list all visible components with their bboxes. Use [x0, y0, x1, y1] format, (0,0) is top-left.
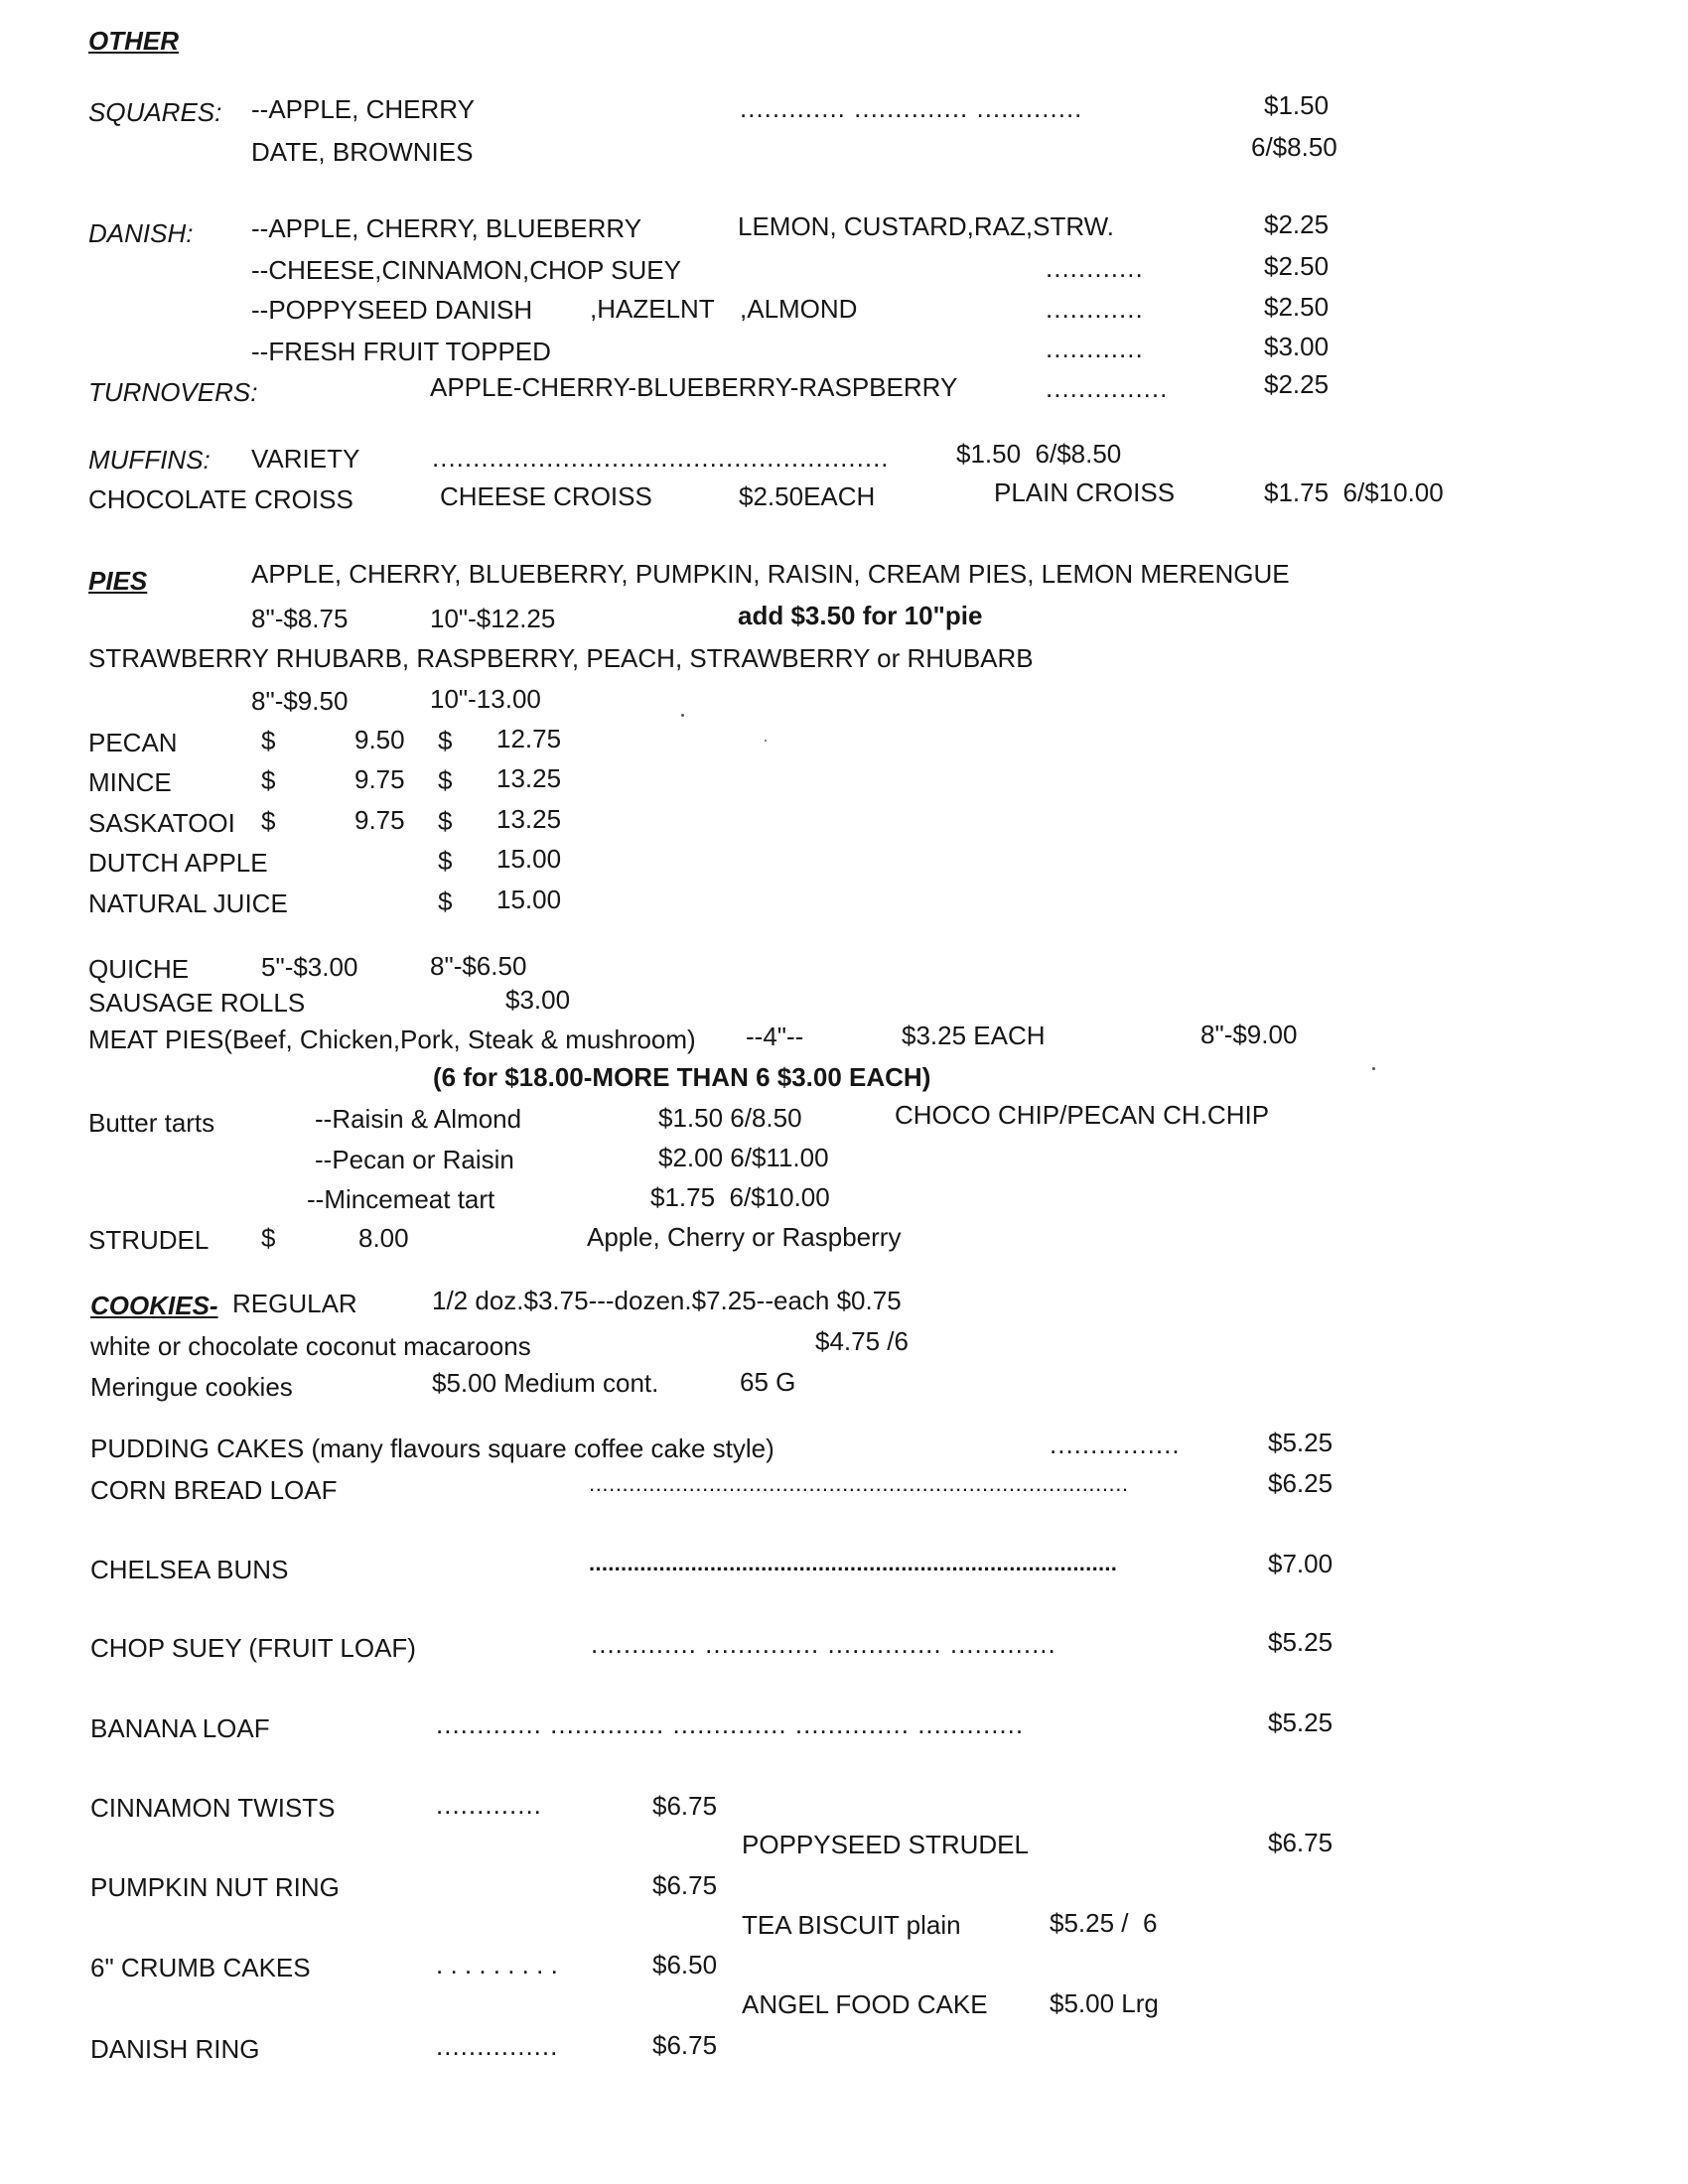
pie-row-name: DUTCH APPLE	[88, 848, 268, 878]
danish-row-2-dots: ............	[1046, 253, 1144, 283]
strudel-price: 8.00	[358, 1223, 409, 1253]
plain-croissant-price: $1.75 6/$10.00	[1264, 478, 1444, 507]
pies-list-2: STRAWBERRY RHUBARB, RASPBERRY, PEACH, STRAWBERRY or RHUBARB	[88, 643, 1034, 673]
danish-row-2-price: $2.50	[1264, 251, 1330, 281]
turnovers-items: APPLE-CHERRY-BLUEBERRY-RASPBERRY	[430, 372, 958, 402]
tea-biscuit-price: $5.25 / 6	[1050, 1908, 1158, 1938]
muffins-label: MUFFINS:	[88, 445, 211, 475]
crumb-cakes-label: 6" CRUMB CAKES	[90, 1953, 311, 1982]
pie-row-price-10in: 13.25	[496, 804, 562, 834]
meringue-weight: 65 G	[740, 1367, 796, 1397]
squares-items-1: --APPLE, CHERRY	[251, 94, 475, 124]
pies-10in-price-1: 10"-$12.25	[430, 604, 556, 633]
pie-row-price-8in: 9.75	[354, 764, 405, 794]
danish-ring-label: DANISH RING	[90, 2034, 260, 2064]
danish-row-4-dots: ............	[1046, 334, 1144, 363]
strudel-label: STRUDEL	[88, 1225, 210, 1255]
tart-row-1-price: $1.50 6/8.50	[658, 1103, 802, 1133]
squares-price-2: 6/$8.50	[1251, 132, 1337, 162]
banana-loaf-label: BANANA LOAF	[90, 1713, 270, 1743]
pie-row-price-8in: 9.50	[354, 725, 405, 754]
muffins-dots: ........................................................	[432, 443, 890, 473]
squares-price-1: $1.50	[1264, 90, 1330, 120]
pie-row-dollar-10in: $	[438, 726, 453, 755]
pie-row-name: MINCE	[88, 767, 172, 797]
turnovers-dots: ...............	[1046, 373, 1169, 403]
tart-row-2-name: --Pecan or Raisin	[315, 1145, 514, 1174]
pie-row-price-8in: 9.75	[354, 805, 405, 835]
scan-speck	[765, 740, 767, 742]
pies-8in-price-2: 8"-$9.50	[251, 686, 349, 716]
chocolate-croissant: CHOCOLATE CROISS	[88, 484, 353, 514]
pudding-cakes-dots: ................	[1050, 1430, 1181, 1459]
poppyseed-strudel-label: POPPYSEED STRUDEL	[742, 1830, 1029, 1859]
danish-row-1-price: $2.25	[1264, 209, 1330, 239]
pie-row-dollar-8in: $	[261, 726, 276, 755]
chelsea-buns-dots: ...................................................................................	[589, 1551, 1118, 1575]
danish-row-4-price: $3.00	[1264, 332, 1330, 361]
cinnamon-twists-label: CINNAMON TWISTS	[90, 1793, 336, 1823]
pudding-cakes-label: PUDDING CAKES (many flavours square coffee cake style)	[90, 1433, 774, 1463]
pumpkin-nut-ring-price: $6.75	[652, 1870, 718, 1900]
pie-row-dollar-10in: $	[438, 887, 453, 916]
scan-speck	[1372, 1067, 1375, 1070]
danish-label: DANISH:	[88, 218, 194, 248]
crumb-cakes-dots: . . . . . . . . .	[436, 1950, 558, 1979]
squares-dots: ............. .............. .............	[740, 93, 1083, 123]
corn-bread-label: CORN BREAD LOAF	[90, 1475, 338, 1505]
quiche-8in-price: 8"-$6.50	[430, 951, 527, 981]
quiche-5in-price: 5"-$3.00	[261, 952, 358, 982]
muffins-price: $1.50 6/$8.50	[956, 439, 1122, 469]
croissant-each-price: $2.50EACH	[739, 481, 876, 511]
sausage-rolls-label: SAUSAGE ROLLS	[88, 988, 306, 1018]
pie-row-dollar-10in: $	[438, 806, 453, 836]
squares-label: SQUARES:	[88, 97, 222, 127]
pies-add-note: add $3.50 for 10"pie	[738, 601, 983, 630]
meat-pies-4in: --4"--	[746, 1022, 804, 1051]
pie-row-dollar-10in: $	[438, 765, 453, 795]
danish-row-3-almond: ,ALMOND	[740, 294, 858, 324]
meat-pies-note: (6 for $18.00-MORE THAN 6 $3.00 EACH)	[433, 1062, 931, 1092]
plain-croissant: PLAIN CROISS	[994, 478, 1176, 507]
pies-10in-price-2: 10"-13.00	[430, 684, 541, 714]
meringue-price: $5.00 Medium cont.	[432, 1368, 659, 1398]
danish-row-4-items: --FRESH FRUIT TOPPED	[251, 337, 551, 366]
chelsea-buns-price: $7.00	[1268, 1549, 1334, 1578]
chop-suey-label: CHOP SUEY (FRUIT LOAF)	[90, 1633, 416, 1663]
danish-ring-price: $6.75	[652, 2030, 718, 2060]
pie-row-price-10in: 15.00	[496, 885, 562, 914]
pie-row-dollar-8in: $	[261, 765, 276, 795]
chop-suey-dots: ............. .............. .............. .............	[591, 1629, 1056, 1659]
other-heading: OTHER	[88, 26, 179, 56]
danish-row-2-items: --CHEESE,CINNAMON,CHOP SUEY	[251, 255, 681, 285]
muffins-variety: VARIETY	[251, 444, 360, 474]
chop-suey-price: $5.25	[1268, 1627, 1334, 1657]
macaroons-price: $4.75 /6	[815, 1326, 909, 1356]
pumpkin-nut-ring-label: PUMPKIN NUT RING	[90, 1872, 340, 1902]
corn-bread-dots: .................................................................................	[589, 1471, 1129, 1496]
poppyseed-strudel-price: $6.75	[1268, 1828, 1334, 1857]
danish-row-1-items-2: LEMON, CUSTARD,RAZ,STRW.	[738, 211, 1114, 241]
tart-row-3-price: $1.75 6/$10.00	[650, 1182, 830, 1212]
chelsea-buns-label: CHELSEA BUNS	[90, 1555, 289, 1584]
squares-items-2: DATE, BROWNIES	[251, 137, 474, 167]
danish-row-3-dots: ............	[1046, 294, 1144, 324]
butter-tarts-label: Butter tarts	[88, 1108, 215, 1138]
cookies-heading: COOKIES-	[90, 1291, 218, 1320]
tart-row-3-name: --Mincemeat tart	[307, 1184, 495, 1214]
tart-row-1-name: --Raisin & Almond	[315, 1104, 522, 1134]
banana-loaf-price: $5.25	[1268, 1707, 1334, 1737]
meat-pies-each-price: $3.25 EACH	[902, 1021, 1046, 1050]
pudding-cakes-price: $5.25	[1268, 1428, 1334, 1457]
turnovers-price: $2.25	[1264, 369, 1330, 399]
cinnamon-twists-price: $6.75	[652, 1791, 718, 1821]
pie-row-dollar-10in: $	[438, 846, 453, 876]
cookies-regular-label: REGULAR	[232, 1289, 357, 1318]
pies-list-1: APPLE, CHERRY, BLUEBERRY, PUMPKIN, RAISIN, CREAM PIES, LEMON MERENGUE	[251, 559, 1290, 589]
pie-row-price-10in: 15.00	[496, 844, 562, 874]
danish-ring-dots: ...............	[436, 2031, 559, 2061]
pie-row-dollar-8in: $	[261, 806, 276, 836]
quiche-label: QUICHE	[88, 954, 190, 984]
corn-bread-price: $6.25	[1268, 1468, 1334, 1498]
pie-row-name: NATURAL JUICE	[88, 888, 288, 918]
pie-row-name: SASKATOOI	[88, 808, 235, 838]
pie-row-price-10in: 12.75	[496, 724, 562, 753]
sausage-rolls-price: $3.00	[505, 985, 571, 1015]
danish-row-3-price: $2.50	[1264, 292, 1330, 322]
tea-biscuit-label: TEA BISCUIT plain	[742, 1910, 961, 1940]
pie-row-name: PECAN	[88, 728, 178, 757]
crumb-cakes-price: $6.50	[652, 1950, 718, 1979]
meringue-label: Meringue cookies	[90, 1372, 293, 1402]
macaroons-label: white or chocolate coconut macaroons	[90, 1331, 531, 1361]
scan-speck	[681, 714, 684, 717]
cookies-regular-prices: 1/2 doz.$3.75---dozen.$7.25--each $0.75	[432, 1286, 902, 1315]
strudel-note: Apple, Cherry or Raspberry	[587, 1222, 902, 1252]
danish-row-3-hazelnut: ,HAZELNT	[590, 294, 715, 324]
danish-row-3-items: --POPPYSEED DANISH	[251, 295, 533, 325]
strudel-dollar: $	[261, 1223, 276, 1253]
tart-row-1-extra: CHOCO CHIP/PECAN CH.CHIP	[895, 1100, 1270, 1130]
pies-heading: PIES	[88, 566, 148, 596]
danish-row-1-items: --APPLE, CHERRY, BLUEBERRY	[251, 213, 642, 243]
meat-pies-8in-price: 8"-$9.00	[1200, 1020, 1298, 1049]
pie-row-price-10in: 13.25	[496, 763, 562, 793]
turnovers-label: TURNOVERS:	[88, 377, 258, 407]
meat-pies-label: MEAT PIES(Beef, Chicken,Pork, Steak & mushroom)	[88, 1024, 696, 1054]
cheese-croissant: CHEESE CROISS	[440, 481, 652, 511]
pies-8in-price-1: 8"-$8.75	[251, 604, 349, 633]
angel-food-cake-label: ANGEL FOOD CAKE	[742, 1989, 988, 2019]
angel-food-cake-price: $5.00 Lrg	[1050, 1988, 1159, 2018]
tart-row-2-price: $2.00 6/$11.00	[658, 1143, 829, 1172]
banana-loaf-dots: ............. .............. .............. .............. .............	[436, 1709, 1025, 1739]
cinnamon-twists-dots: .............	[436, 1790, 542, 1820]
